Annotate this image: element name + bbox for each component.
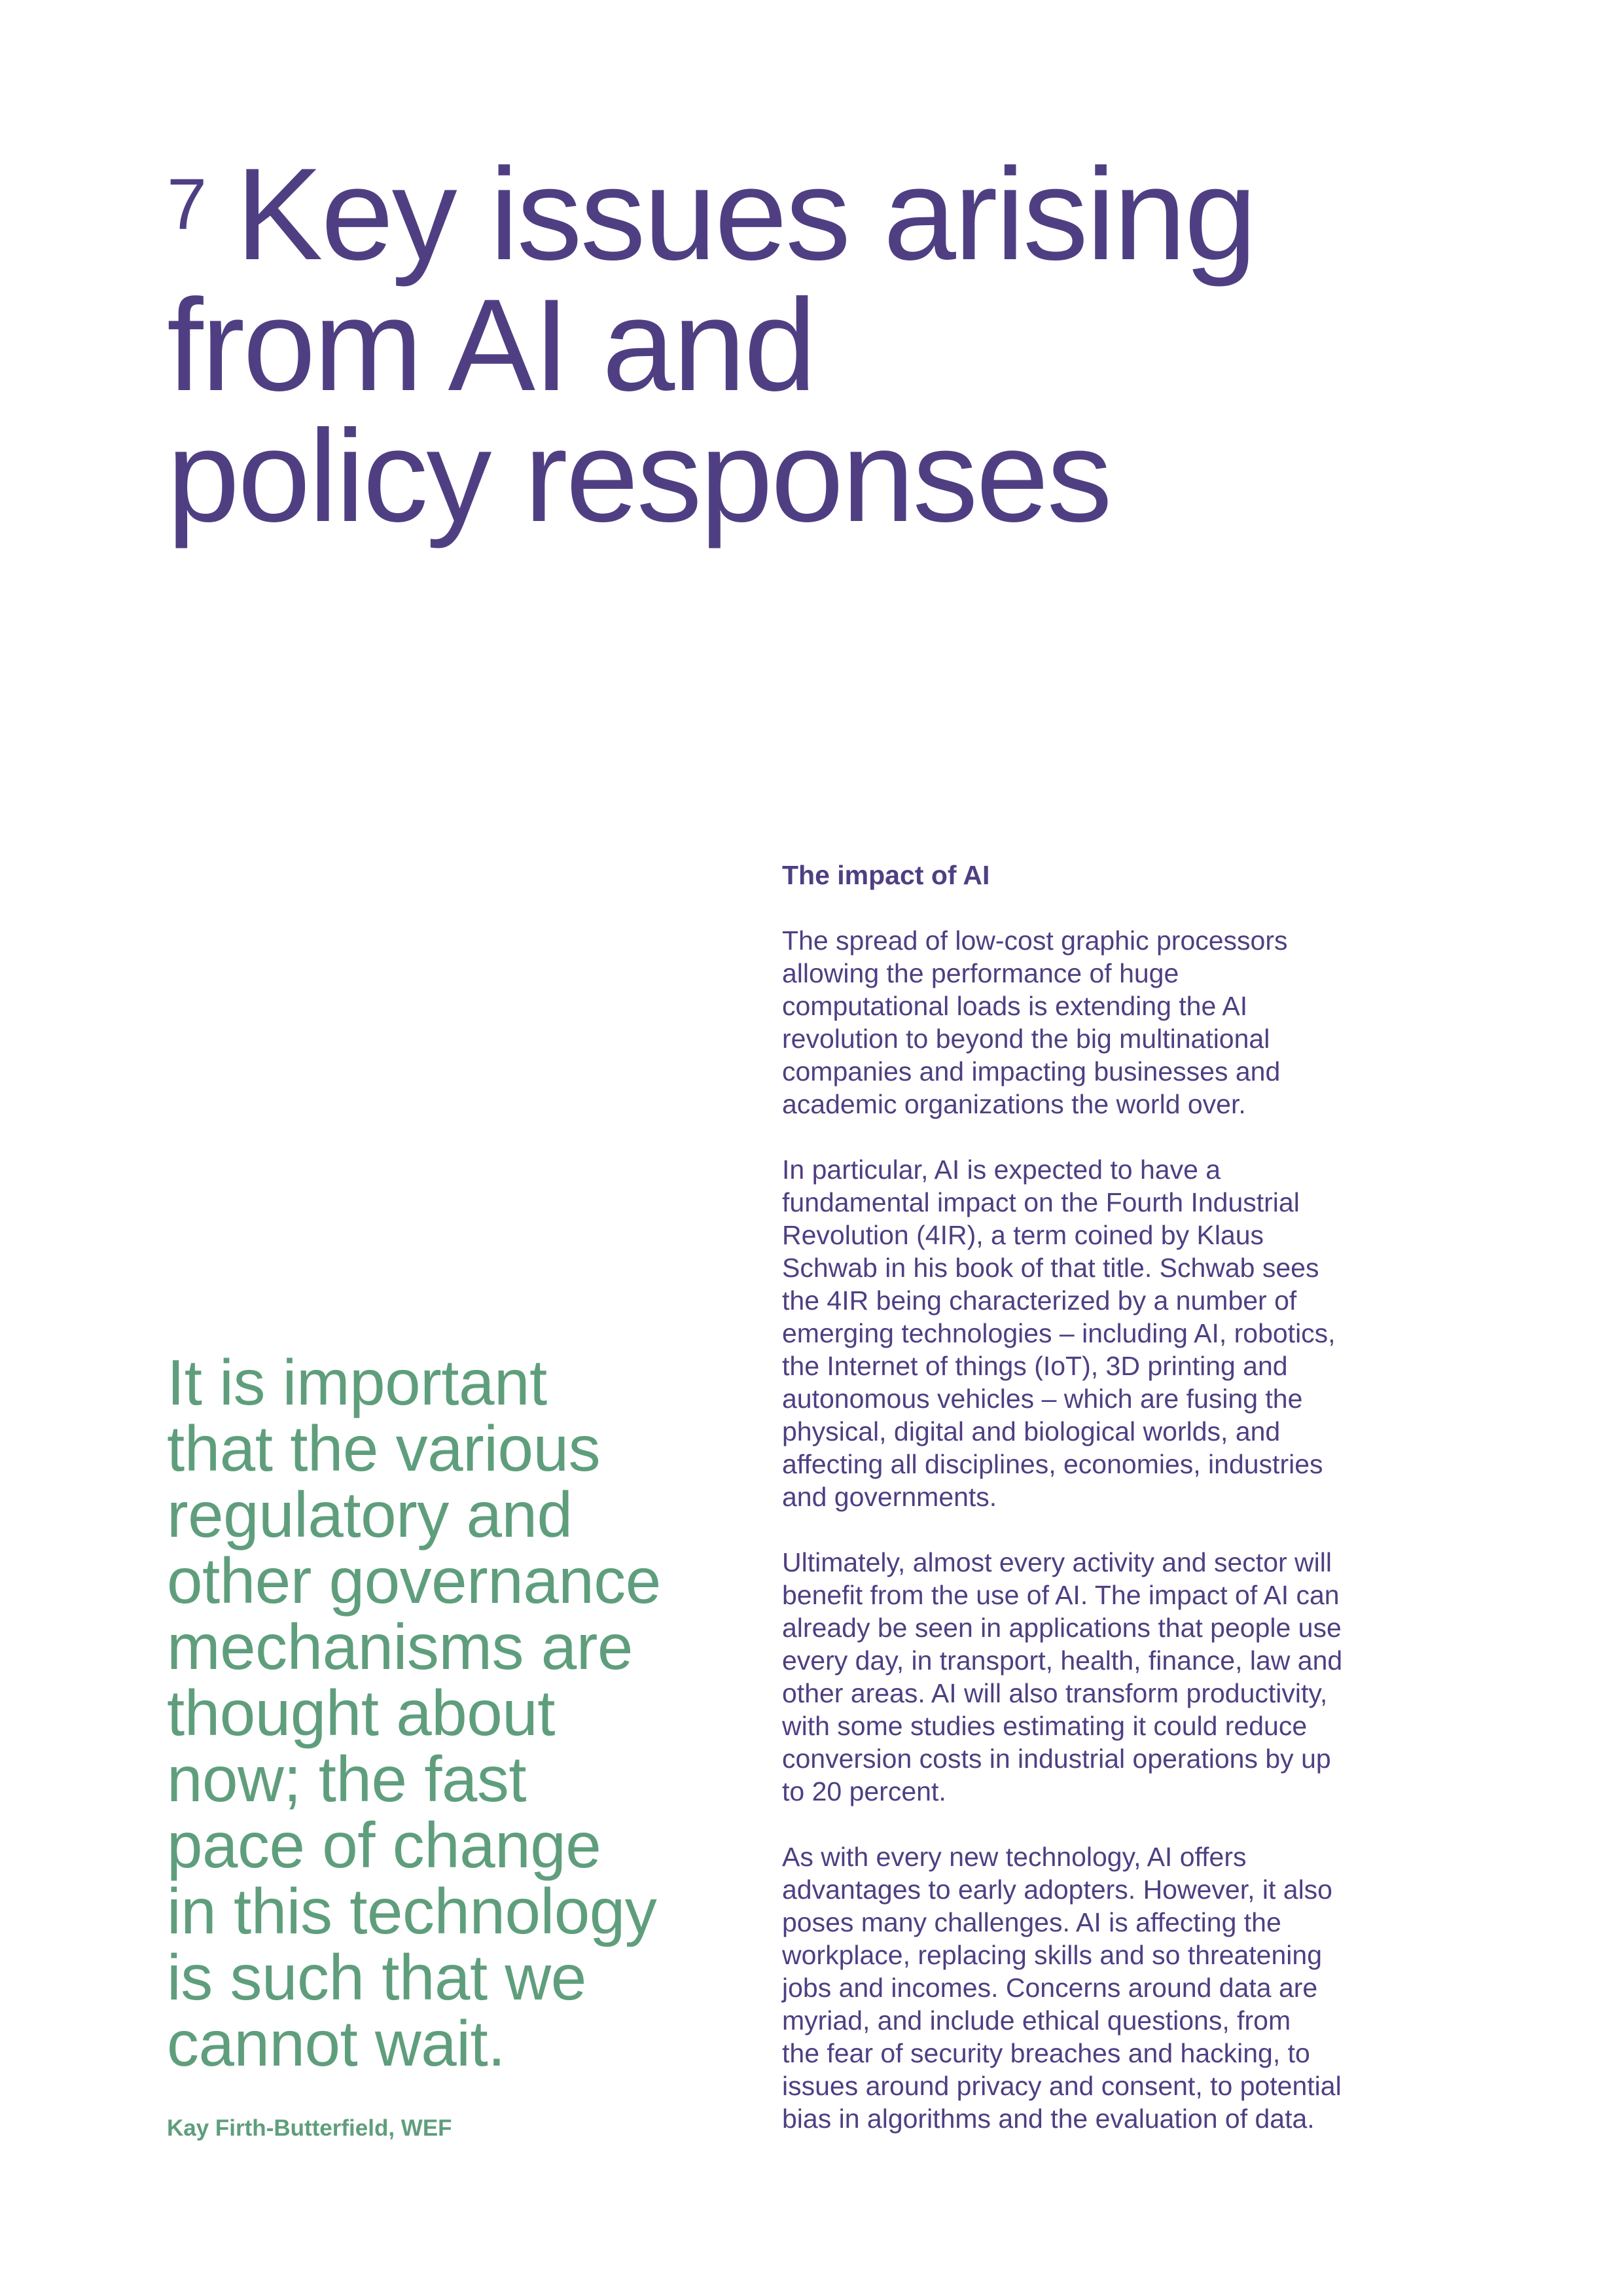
text-line: physical, digital and biological worlds, and [782, 1416, 1281, 1446]
text-line: myriad, and include ethical questions, from [782, 2005, 1291, 2036]
pull-quote-line: It is important [167, 1346, 547, 1418]
pull-quote-line: thought about [167, 1677, 555, 1749]
chapter-header [167, 141, 1476, 549]
text-line: Schwab in his book of that title. Schwab sees [782, 1253, 1319, 1283]
pull-quote-line: now; the fast [167, 1743, 527, 1815]
chapter-title-line: from AI and [167, 272, 815, 418]
paragraph [782, 1840, 1436, 2135]
pull-quote-line: cannot wait. [167, 2007, 505, 2079]
text-line: fundamental impact on the Fourth Industrial [782, 1187, 1300, 1217]
text-line: autonomous vehicles – which are fusing the [782, 1384, 1303, 1414]
text-line: As with every new technology, AI offers [782, 1842, 1247, 1872]
text-line: other areas. AI will also transform productivity, [782, 1678, 1328, 1708]
text-line: the fear of security breaches and hacking, to [782, 2038, 1310, 2068]
text-line: and governments. [782, 1482, 997, 1512]
text-line: poses many challenges. AI is affecting the [782, 1907, 1281, 1937]
text-line: Ultimately, almost every activity and sector will [782, 1547, 1332, 1577]
text-line: The spread of low-cost graphic processors [782, 925, 1288, 956]
chapter-title-line: Key issues arising [236, 141, 1255, 287]
text-line: affecting all disciplines, economies, industries [782, 1449, 1323, 1479]
text-line: Revolution (4IR), a term coined by Klaus [782, 1220, 1264, 1250]
pull-quote-line: in this technology [167, 1875, 657, 1947]
text-line: to 20 percent. [782, 1776, 946, 1806]
chapter-title [167, 141, 1476, 549]
text-line: benefit from the use of AI. The impact of AI can [782, 1580, 1340, 1610]
text-line: In particular, AI is expected to have a [782, 1155, 1221, 1185]
text-line: issues around privacy and consent, to potential [782, 2071, 1342, 2101]
text-line: the 4IR being characterized by a number of [782, 1285, 1297, 1316]
paragraph [782, 1546, 1436, 1808]
text-line: already be seen in applications that people use [782, 1613, 1342, 1643]
text-line: bias in algorithms and the evaluation of data. [782, 2104, 1315, 2134]
section-heading: The impact of AI [782, 860, 990, 890]
pull-quote-line: is such that we [167, 1941, 586, 2013]
text-line: computational loads is extending the AI [782, 991, 1248, 1021]
text-line: every day, in transport, health, finance, law and [782, 1645, 1343, 1676]
text-line: with some studies estimating it could reduce [782, 1711, 1308, 1741]
paragraph [782, 924, 1436, 1121]
text-line: allowing the performance of huge [782, 958, 1179, 988]
chapter-number: 7 [167, 164, 207, 245]
quote-attribution: Kay Firth-Butterfield, WEF [167, 2115, 452, 2141]
paragraph [782, 1153, 1436, 1513]
text-line: workplace, replacing skills and so threatening [782, 1940, 1323, 1970]
text-line: academic organizations the world over. [782, 1089, 1246, 1119]
pull-quote-line: regulatory and [167, 1479, 573, 1551]
pull-quote [167, 1346, 730, 2141]
text-line: companies and impacting businesses and [782, 1056, 1281, 1086]
text-line: revolution to beyond the big multinational [782, 1024, 1270, 1054]
article-body [782, 859, 1436, 2135]
text-line: emerging technologies – including AI, robotics, [782, 1318, 1336, 1348]
pull-quote-line: other governance [167, 1545, 661, 1617]
text-line: advantages to early adopters. However, it also [782, 1874, 1332, 1905]
pull-quote-line: mechanisms are [167, 1611, 633, 1683]
pull-quote-line: pace of change [167, 1809, 601, 1881]
pull-quote-text [167, 1346, 730, 2079]
text-line: jobs and incomes. Concerns around data are [782, 1973, 1318, 2003]
pull-quote-line: that the various [167, 1412, 601, 1484]
text-line: conversion costs in industrial operations by up [782, 1744, 1331, 1774]
text-line: the Internet of things (IoT), 3D printing and [782, 1351, 1288, 1381]
chapter-title-line: policy responses [167, 403, 1111, 549]
